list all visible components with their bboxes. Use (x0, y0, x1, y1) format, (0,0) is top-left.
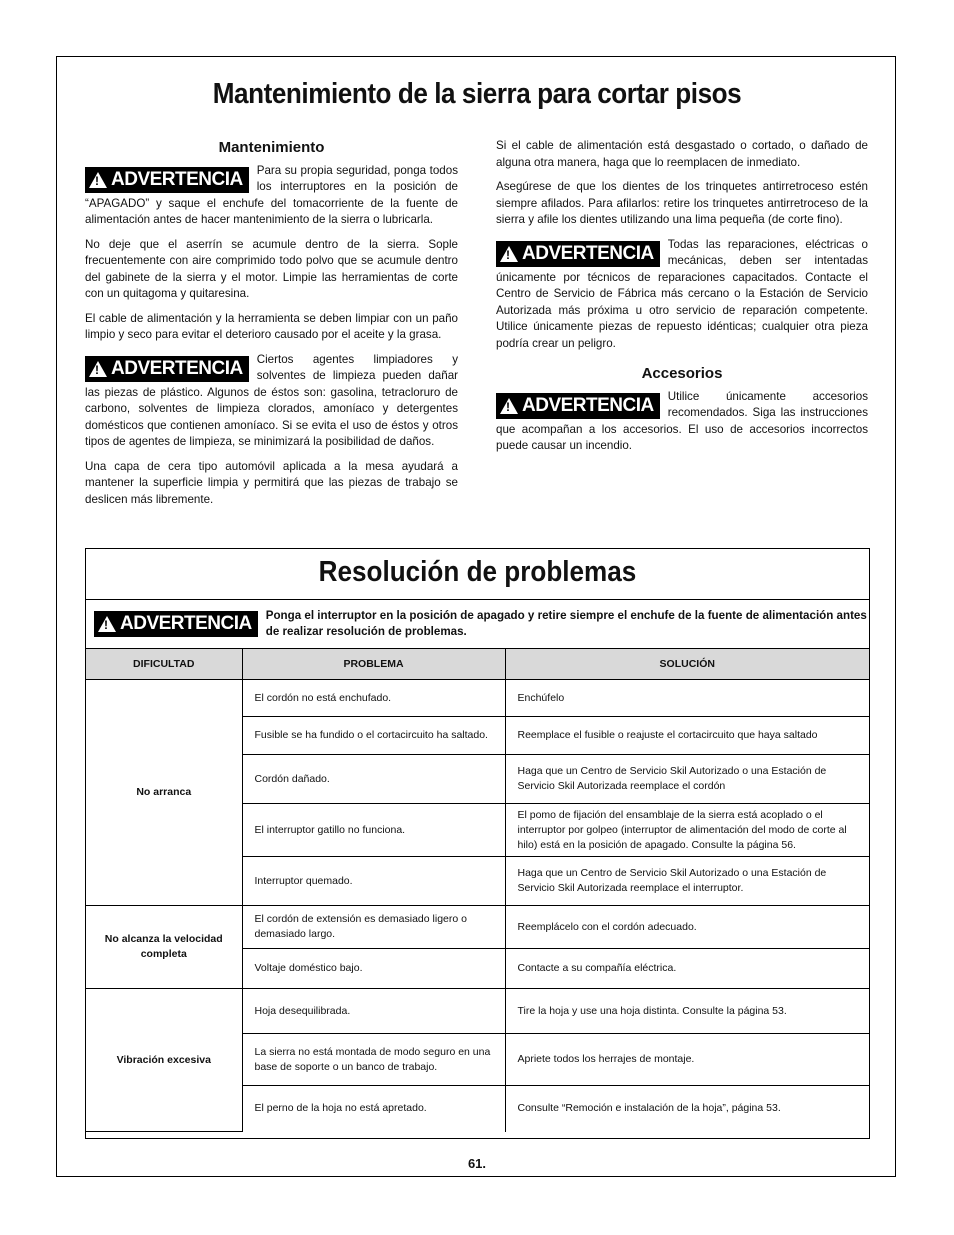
solution-cell: Haga que un Centro de Servicio Skil Autorizado o una Estación de Servicio Skil Autorizada reemplace el cordón (505, 755, 869, 804)
problem-cell: El interruptor gatillo no funciona. (242, 804, 505, 857)
problem-cell: Hoja desequilibrada. (242, 989, 505, 1034)
troubleshooting-box (85, 548, 870, 1139)
paragraph: ! ADVERTENCIA Ciertos agentes limpiadores y solventes de limpieza pueden dañar las piezas de plástico. Algunos de éstos son: gasolina, tetracloruro de carbono, solventes de limpieza clorados, amoníaco y detergentes domésticos que contienen amoníaco. Si se evita el uso de éstos y otros tipos de agentes de limpieza, se minimizará la posibilidad de daños. (85, 352, 458, 448)
table-row (86, 906, 869, 949)
troubleshooting-title: Resolución de problemas (86, 549, 869, 600)
solution-cell: Reemplace el fusible o reajuste el cortacircuito que haya saltado (505, 717, 869, 755)
paragraph: ! ADVERTENCIA Utilice únicamente accesorios recomendados. Siga las instrucciones que acompañan a los accesorios. El uso de accesorios incorrectos puede causar un incendio. (496, 389, 868, 452)
page-number: 61. (467, 1156, 487, 1171)
paragraph: Asegúrese de que los dientes de los trinquetes antirretroceso estén siempre afilados. Para afilarlos: retire los trinquetes antirretroceso de la sierra y afile los dientes utilizando una lima pequeña (de corte fino). (496, 180, 868, 226)
paragraph: ! ADVERTENCIA Para su propia seguridad, ponga todos los interruptores en la posición de “APAGADO” y saque el enchufe del tomacorriente de la fuente de alimentación antes de hacer mantenimiento de la sierra o lubricarla. (85, 163, 458, 226)
warning-triangle-icon: ! (500, 398, 518, 414)
table-row (86, 680, 869, 717)
solution-cell: Contacte a su compañía eléctrica. (505, 949, 869, 989)
difficulty-cell: No arranca (86, 680, 242, 906)
problem-cell: El perno de la hoja no está apretado. (242, 1086, 505, 1132)
paragraph: El cable de alimentación y la herramienta se deben limpiar con un paño limpio y seco para evitar el deterioro causado por el aceite y la grasa. (85, 311, 458, 341)
problem-cell: Cordón dañado. (242, 755, 505, 804)
difficulty-cell: Vibración excesiva (86, 989, 242, 1132)
warning-triangle-icon: ! (500, 246, 518, 262)
solution-cell: Apriete todos los herrajes de montaje. (505, 1034, 869, 1086)
solution-cell: Reemplácelo con el cordón adecuado. (505, 906, 869, 949)
paragraph: ! ADVERTENCIA Todas las reparaciones, eléctricas o mecánicas, deben ser intentadas únicamente por técnicos de reparaciones capacitados. Contacte el Centro de Servicio de Fábrica más cercano o la Estación de Servicio Autorizada más próxima u otro servicio de reparación competente. Utilice únicamente piezas de repuesto idénticas; cualquier otra pieza podría crear un peligro. (496, 237, 868, 350)
troubleshooting-warning (86, 600, 869, 649)
problem-cell: El cordón no está enchufado. (242, 680, 505, 717)
solution-cell: Consulte “Remoción e instalación de la hoja”, página 53. (505, 1086, 869, 1132)
warning-triangle-icon: ! (89, 361, 107, 377)
solution-cell: Haga que un Centro de Servicio Skil Autorizado o una Estación de Servicio Skil Autorizada reemplace el interruptor. (505, 857, 869, 906)
warning-message: Ponga el interruptor en la posición de apagado y retire siempre el enchufe de la fuente de alimentación antes de realizar resolución de problemas. (265, 609, 867, 638)
accessories-heading: Accesorios (641, 365, 723, 382)
warning-badge: ! ADVERTENCIA (496, 241, 660, 267)
right-column (496, 138, 868, 463)
warning-triangle-icon: ! (89, 172, 107, 188)
maintenance-heading: Mantenimiento (218, 139, 325, 156)
solution-cell: Tire la hoja y use una hoja distinta. Consulte la página 53. (505, 989, 869, 1034)
problem-cell: La sierra no está montada de modo seguro en una base de soporte o un banco de trabajo. (242, 1034, 505, 1086)
column-header-difficulty: DIFICULTAD (86, 649, 242, 680)
warning-badge: ! ADVERTENCIA (85, 167, 249, 193)
warning-triangle-icon: ! (98, 616, 116, 632)
solution-cell: Enchúfelo (505, 680, 869, 717)
column-header-solution: SOLUCIÓN (505, 649, 869, 680)
problem-cell: Voltaje doméstico bajo. (242, 949, 505, 989)
left-column (85, 138, 458, 516)
paragraph: No deje que el aserrín se acumule dentro de la sierra. Sople frecuentemente con aire comprimido todo polvo que se acumule dentro del gabinete de la sierra y el motor. Limpie las herramientas de corte con un quitagoma y quitaresina. (85, 237, 458, 300)
problem-cell: El cordón de extensión es demasiado ligero o demasiado largo. (242, 906, 505, 949)
warning-badge: ! ADVERTENCIA (94, 611, 258, 637)
problem-cell: Interruptor quemado. (242, 857, 505, 906)
troubleshooting-table (86, 649, 869, 1132)
page-title: Mantenimiento de la sierra para cortar pisos (212, 78, 742, 110)
warning-badge: ! ADVERTENCIA (85, 356, 249, 382)
warning-badge: ! ADVERTENCIA (496, 393, 660, 419)
problem-cell: Fusible se ha fundido o el cortacircuito ha saltado. (242, 717, 505, 755)
column-header-problem: PROBLEMA (242, 649, 505, 680)
paragraph: Si el cable de alimentación está desgastado o cortado, o dañado de alguna otra manera, haga que lo reemplacen de inmediato. (496, 139, 868, 169)
solution-cell: El pomo de fijación del ensamblaje de la sierra está acoplado o el interruptor por golpeo (interruptor de alimentación del modo de corte al hilo) está en la posición de apagado. Consulte la página 56. (505, 804, 869, 857)
table-row (86, 989, 869, 1034)
difficulty-cell: No alcanza la velocidad completa (86, 906, 242, 989)
paragraph: Una capa de cera tipo automóvil aplicada a la mesa ayudará a mantener la superficie limpia y permitirá que las piezas de trabajo se deslicen más libremente. (85, 459, 458, 506)
